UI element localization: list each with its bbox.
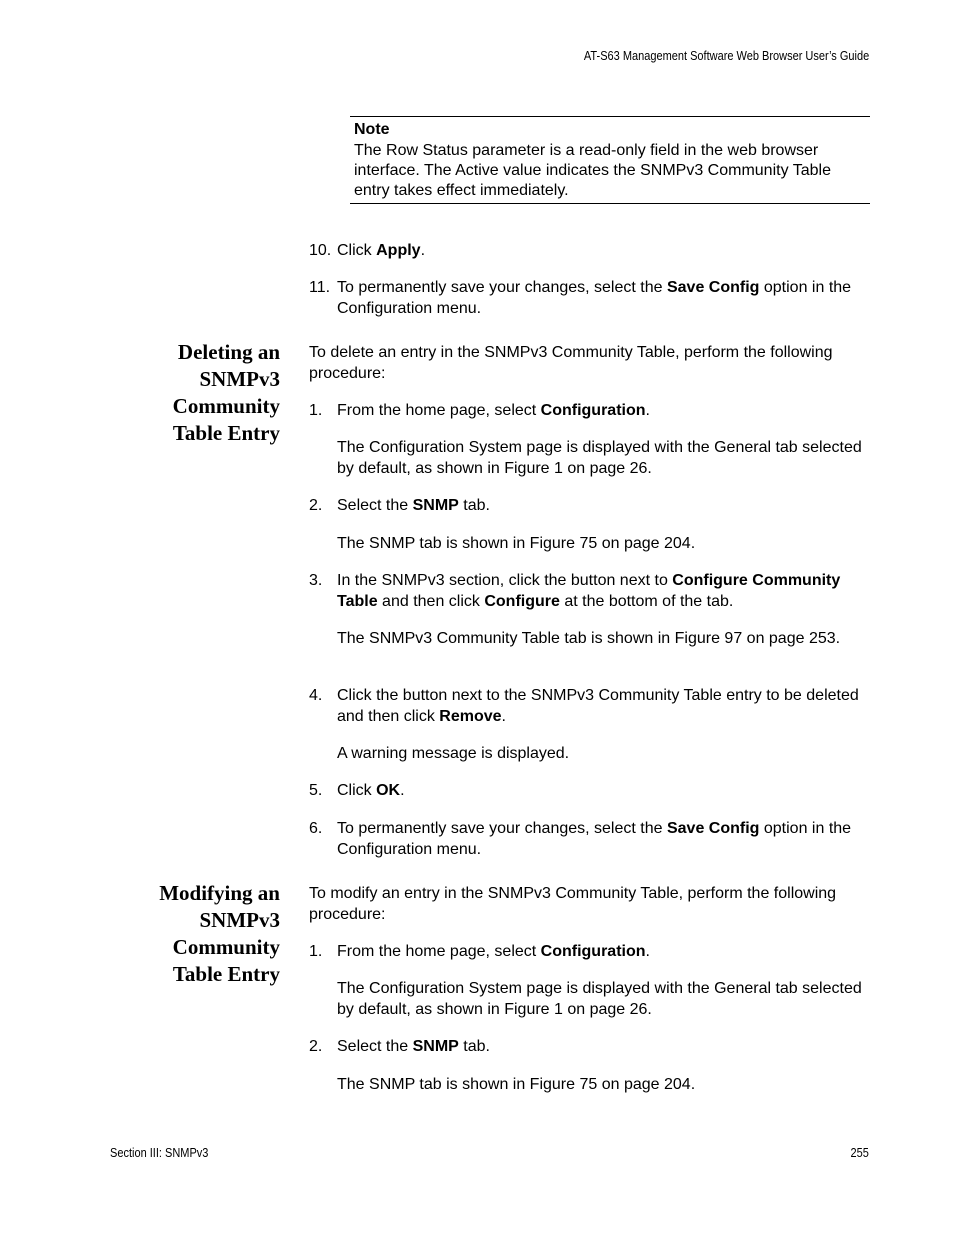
- step-text: To permanently save your changes, select the Save Config option in the Configuration menu.: [337, 279, 852, 317]
- page-number: 255: [850, 1146, 869, 1160]
- step-text: Click Apply.: [337, 242, 426, 259]
- note-title: Note: [354, 121, 390, 138]
- section-heading-modify: Modifying an SNMPv3 Community Table Entry: [159, 881, 280, 986]
- step-text: Click the button next to the SNMPv3 Community Table entry to be deleted and then click Remove.: [337, 687, 859, 725]
- step-text: From the home page, select Configuration.: [337, 402, 650, 419]
- note-box: [350, 116, 870, 204]
- step-text: Select the SNMP tab.: [337, 497, 490, 514]
- section-heading-delete: Deleting an SNMPv3 Community Table Entry: [172, 340, 280, 445]
- step-text: From the home page, select Configuration.: [337, 943, 650, 960]
- step-number: 1.: [309, 943, 323, 960]
- running-header: AT-S63 Management Software Web Browser User’s Guide: [583, 49, 869, 63]
- step-text: Click OK.: [337, 782, 405, 799]
- section-intro: To modify an entry in the SNMPv3 Community Table, perform the following procedure:: [309, 885, 837, 923]
- step-text: To permanently save your changes, select the Save Config option in the Configuration menu.: [337, 820, 852, 858]
- step-note: The Configuration System page is displayed with the General tab selected by default, as shown in Figure 1 on page 26.: [337, 980, 862, 1018]
- step-text: In the SNMPv3 section, click the button next to Configure Community Table and then click Configure at the bottom of the tab.: [337, 572, 841, 610]
- step-number: 5.: [309, 782, 323, 799]
- step-number: 10.: [309, 242, 332, 259]
- footer-section: Section III: SNMPv3: [110, 1146, 209, 1160]
- step-number: 6.: [309, 820, 323, 837]
- section-intro: To delete an entry in the SNMPv3 Community Table, perform the following procedure:: [309, 344, 833, 382]
- step-text: Select the SNMP tab.: [337, 1038, 490, 1055]
- step-number: 3.: [309, 572, 323, 589]
- step-note: The Configuration System page is displayed with the General tab selected by default, as shown in Figure 1 on page 26.: [337, 439, 862, 477]
- note-text: The Row Status parameter is a read-only field in the web browser interface. The Active value indicates the SNMPv3 Community Table entry takes effect immediately.: [354, 142, 831, 199]
- step-note: The SNMPv3 Community Table tab is shown in Figure 97 on page 253.: [337, 630, 841, 647]
- step-number: 1.: [309, 402, 323, 419]
- step-number: 11.: [309, 279, 331, 296]
- step-number: 2.: [309, 1038, 323, 1055]
- step-note: A warning message is displayed.: [337, 745, 570, 762]
- step-number: 4.: [309, 687, 323, 704]
- step-number: 2.: [309, 497, 323, 514]
- step-note: The SNMP tab is shown in Figure 75 on page 204.: [337, 535, 696, 552]
- step-note: The SNMP tab is shown in Figure 75 on page 204.: [337, 1076, 696, 1093]
